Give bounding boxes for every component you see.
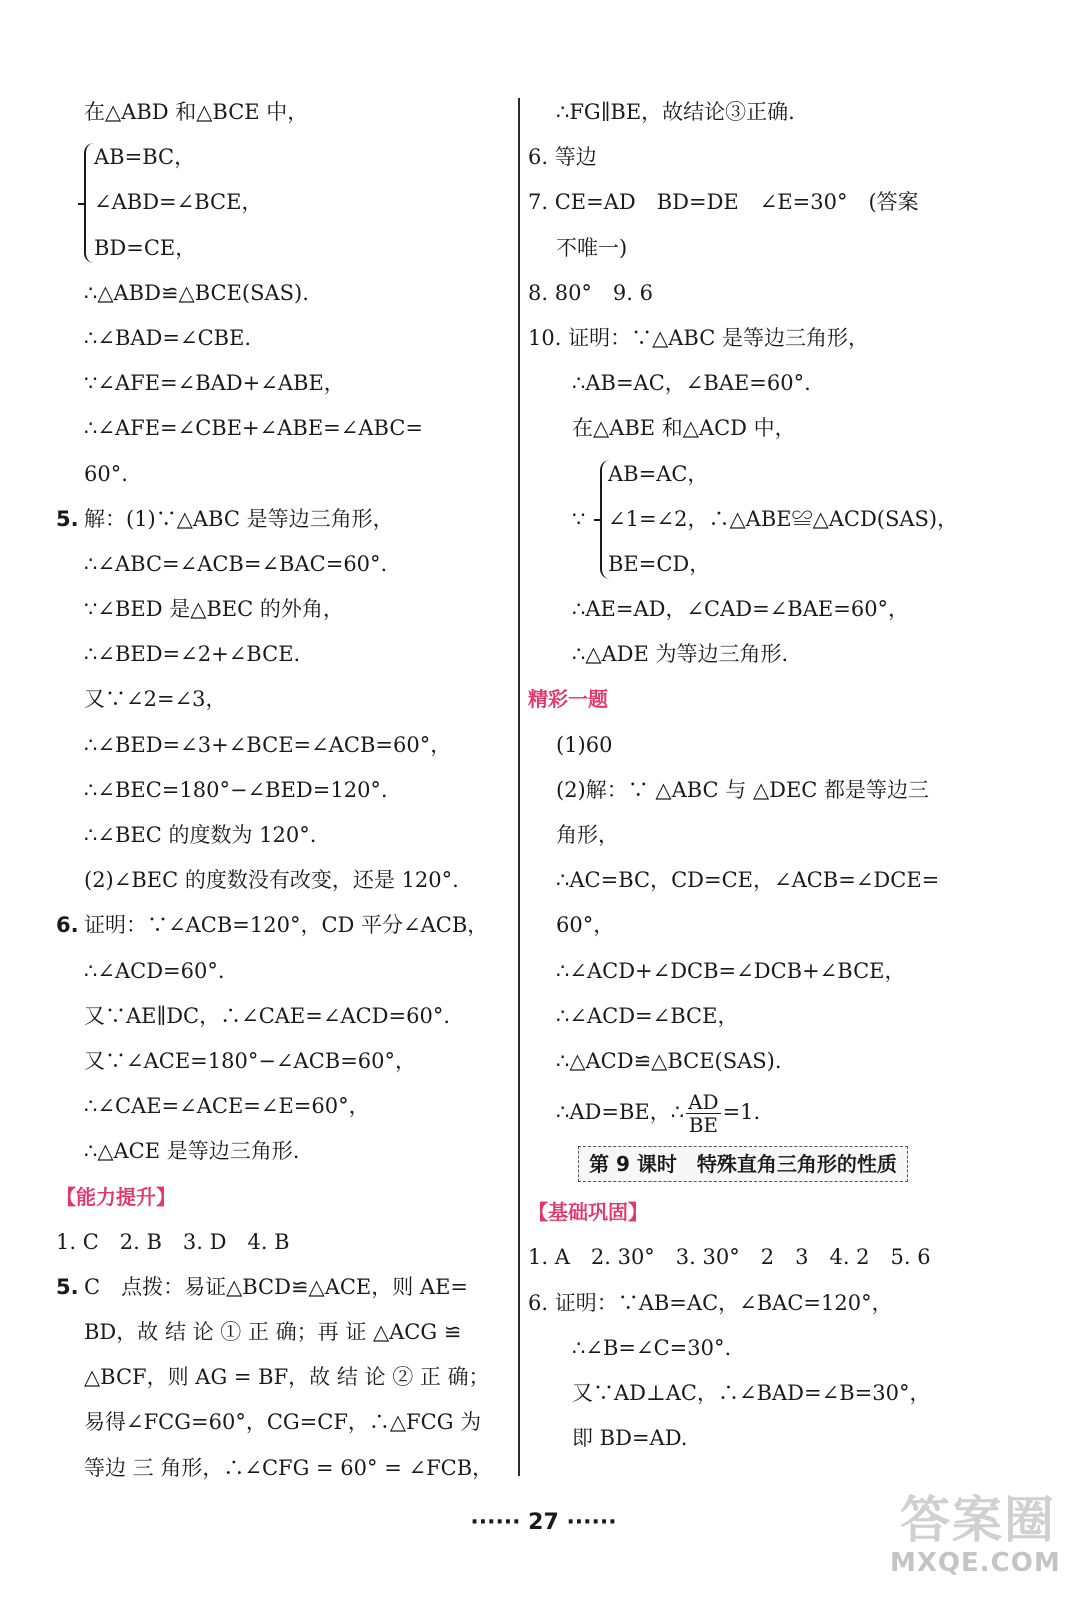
text-line: 60°. [84,461,128,486]
lesson-heading [528,1140,998,1190]
lesson-title-box: 第 9 课时 特殊直角三角形的性质 [578,1146,908,1182]
text-line: ∴∠ABC=∠ACB=∠BAC=60°. [84,551,388,576]
text-line: 证明：∵∠ACB=120°，CD 平分∠ACB， [84,913,489,938]
text-line: ∴△ABD≌△BCE(SAS). [84,280,309,305]
text-line: 即 BD=AD. [572,1426,688,1451]
text-line: 不唯一) [556,235,628,260]
left-column [56,90,508,1491]
text-line: 在△ABD 和△BCE 中， [84,100,309,124]
question-number: 5. [56,506,79,531]
text-line: 6. 等边 [528,145,597,170]
text-line: 又∵∠ACE=180°−∠ACB=60°， [84,1048,417,1073]
section-title: 精彩一题 [528,687,608,712]
text-line: 60°， [556,913,615,938]
text-line: (1)60 [556,732,613,757]
because-symbol: ∵ [572,506,586,531]
watermark-top: 答案圈 [900,1491,1056,1549]
text-line: BD，故 结 论 ① 正 确；再 证 △ACG ≌ [84,1320,462,1345]
column-divider [518,98,520,1476]
text-line: C 点拨：易证△BCD≌△ACE，则 AE= [84,1274,469,1299]
text-line: △BCF，则 AG = BF，故 结 论 ② 正 确； [84,1365,490,1390]
question-number: 5. [56,1274,79,1299]
text-line: ∴∠BEC 的度数为 120°. [84,823,317,847]
text-line: ∴∠ACD=60°. [84,958,225,983]
text-line: ∵∠BED 是△BEC 的外角， [84,597,344,622]
text-line: ∴∠BEC=180°−∠BED=120°. [84,777,388,802]
question-5-line [56,497,508,542]
question-number: 6. [56,913,79,938]
equation-system [528,452,998,588]
right-column [528,90,998,1461]
equation-system [56,135,508,271]
text-line: ∴FG∥BE，故结论③正确. [556,100,795,124]
text-line: ∵∠AFE=∠BAD+∠ABE， [84,371,345,396]
text-line: BE=CD， [608,551,711,576]
text-line: BD=CE， [94,235,197,260]
section-heading-highlight [528,677,998,722]
text-line: ∴AE=AD，∠CAD=∠BAE=60°， [572,597,910,622]
text-line: ∴∠ACD=∠BCE， [556,1003,739,1028]
section-title: 【基础巩固】 [528,1200,648,1225]
watermark-logo [890,1478,1070,1588]
text-line: 6. 证明：∵AB=AC，∠BAC=120°， [528,1290,893,1315]
text-line: AB=BC， [94,145,196,170]
fraction [686,1091,720,1136]
text-line: 7. CE=AD BD=DE ∠E=30° (答案 [528,190,919,215]
text-segment: =1. [722,1100,761,1125]
text-line: ∴∠BED=∠3+∠BCE=∠ACB=60°， [84,732,452,757]
text-line: 1. C 2. B 3. D 4. B [56,1229,290,1254]
section-heading-ability [56,1175,508,1220]
section-heading-basic [528,1190,998,1235]
text-line: ∴△ADE 为等边三角形. [572,642,789,667]
ability-5-line [56,1265,508,1310]
text-line: 又∵AE∥DC，∴∠CAE=∠ACD=60°. [84,1003,451,1028]
text-line: ∴∠CAE=∠ACE=∠E=60°， [84,1094,370,1119]
text-line: ∴△ACD≌△BCE(SAS). [556,1048,782,1073]
text-line: ∴AB=AC，∠BAE=60°. [572,371,811,396]
text-line: ∴∠BAD=∠CBE. [84,325,252,350]
text-line: 又∵∠2=∠3， [84,687,227,712]
text-line: ∴∠AFE=∠CBE+∠ABE=∠ABC= [84,416,424,441]
text-line: 10. 证明：∵△ABC 是等边三角形， [528,325,869,350]
text-line: ∠ABD=∠BCE， [94,190,263,215]
fraction-denominator: BE [688,1113,718,1138]
text-segment: ∴AD=BE，∴ [556,1100,685,1125]
text-line: 8. 80° 9. 6 [528,280,654,305]
text-line: ∴AC=BC，CD=CE，∠ACB=∠DCE= [556,868,940,893]
text-line: 角形， [556,823,619,847]
text-line: 易得∠FCG=60°，CG=CF，∴△FCG 为 [84,1410,482,1435]
text-line: (2)∠BEC 的度数没有改变，还是 120°. [84,868,459,893]
fraction-numerator: AD [688,1090,719,1115]
fraction-line [528,1084,998,1140]
text-line: ∴∠B=∠C=30°. [572,1335,732,1360]
text-line: ∴∠ACD+∠DCB=∠DCB+∠BCE， [556,958,906,983]
text-line: 等边 三 角形，∴∠CFG = 60° = ∠FCB， [84,1455,494,1480]
text-line: 又∵AD⊥AC，∴∠BAD=∠B=30°， [572,1380,931,1405]
text-line: 1. A 2. 30° 3. 30° 2 3 4. 2 5. 6 [528,1245,931,1270]
text-line: 解：(1)∵△ABC 是等边三角形， [84,506,394,531]
text-line: AB=AC， [608,461,709,486]
section-title: 【能力提升】 [56,1184,176,1209]
page-number: ······ 27 ······ [470,1510,617,1535]
text-line: 在△ABE 和△ACD 中， [572,416,796,441]
text-line: ∠1=∠2，∴△ABE≌△ACD(SAS)， [608,506,959,531]
text-line: (2)解：∵ △ABC 与 △DEC 都是等边三 [556,777,930,802]
watermark-bottom: MXQE.COM [890,1548,1061,1578]
question-6-line [56,903,508,948]
text-line: ∴∠BED=∠2+∠BCE. [84,642,301,667]
text-line: ∴△ACE 是等边三角形. [84,1139,300,1164]
